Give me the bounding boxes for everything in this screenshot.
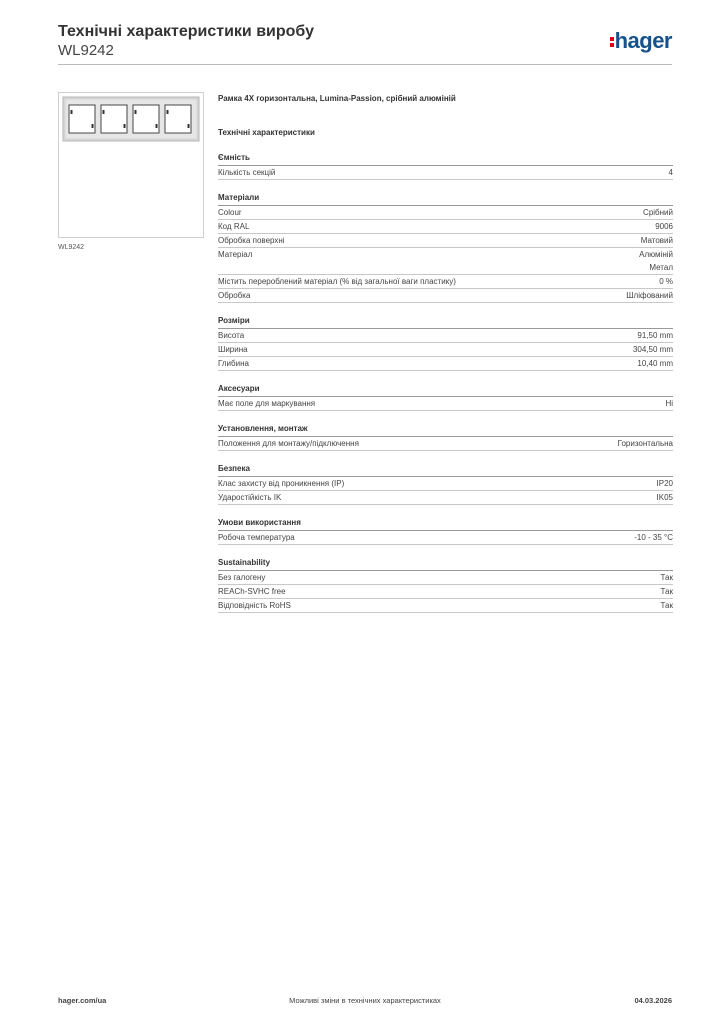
spec-value: -10 - 35 °C: [634, 533, 673, 542]
spec-row: [218, 343, 673, 357]
spec-value: 9006: [655, 222, 673, 231]
spec-label: Положення для монтажу/підключення: [218, 439, 359, 448]
spec-row: [218, 206, 673, 220]
footer-date: 04.03.2026: [634, 996, 672, 1005]
spec-value: Шліфований: [626, 291, 673, 300]
spec-label: Ширина: [218, 345, 248, 354]
hager-logo: [610, 28, 672, 54]
spec-row: [218, 248, 673, 275]
spec-row: [218, 397, 673, 411]
spec-label: Глибина: [218, 359, 249, 368]
product-image-caption: WL9242: [58, 244, 85, 251]
spec-row: [218, 275, 673, 289]
spec-section: [218, 517, 673, 545]
spec-value: 304,50 mm: [632, 345, 673, 354]
spec-section: [218, 152, 673, 180]
spec-row: [218, 234, 673, 248]
section-title: Розміри: [218, 315, 673, 329]
spec-section: [218, 315, 673, 371]
spec-value: Алюміній Метал: [639, 250, 673, 272]
spec-section: [218, 557, 673, 613]
product-name: Рамка 4X горизонтальна, Lumina-Passion, срібний алюміній: [218, 94, 456, 103]
header-divider: [58, 64, 672, 65]
spec-label: Без галогену: [218, 573, 266, 582]
spec-value: 4: [668, 168, 673, 177]
spec-value: 91,50 mm: [637, 331, 673, 340]
spec-section: [218, 423, 673, 451]
spec-label: Містить перероблений матеріал (% від загальної ваги пластику): [218, 277, 456, 286]
spec-section: [218, 463, 673, 505]
logo-text: hager: [614, 28, 672, 53]
section-title: Умови використання: [218, 517, 673, 531]
product-code: WL9242: [58, 42, 114, 59]
spec-value: Матовий: [640, 236, 673, 245]
spec-value: 10,40 mm: [637, 359, 673, 368]
spec-value: Так: [660, 587, 673, 596]
spec-label: Висота: [218, 331, 245, 340]
spec-row: [218, 491, 673, 505]
spec-row: [218, 585, 673, 599]
spec-label: Обробка поверхні: [218, 236, 285, 245]
spec-label: REACh-SVHC free: [218, 587, 286, 596]
section-title: Матеріали: [218, 192, 673, 206]
spec-value: 0 %: [659, 277, 673, 286]
document-header: [58, 22, 314, 60]
spec-row: [218, 571, 673, 585]
spec-row: [218, 357, 673, 371]
spec-label: Має поле для маркування: [218, 399, 316, 408]
spec-label: Ударостійкість IK: [218, 493, 282, 502]
spec-label: Клас захисту від проникнення (IP): [218, 479, 345, 488]
spec-row: [218, 289, 673, 303]
spec-label: Colour: [218, 208, 242, 217]
spec-label: Робоча температура: [218, 533, 295, 542]
spec-section: [218, 192, 673, 303]
spec-section: [218, 383, 673, 411]
logo-dots-icon: [610, 35, 614, 49]
spec-value: Ні: [665, 399, 673, 408]
spec-value: Так: [660, 601, 673, 610]
spec-label: Відповідність RoHS: [218, 601, 291, 610]
spec-value: IK05: [656, 493, 673, 502]
spec-row: [218, 477, 673, 491]
spec-value: Срібний: [643, 208, 673, 217]
spec-row: [218, 437, 673, 451]
footer-disclaimer: Можливі зміни в технічних характеристиках: [289, 996, 441, 1005]
spec-label: Код RAL: [218, 222, 250, 231]
spec-content: [218, 92, 673, 613]
spec-sections: [218, 152, 673, 613]
section-title: Безпека: [218, 463, 673, 477]
spec-label: Кількість секцій: [218, 168, 276, 177]
spec-row: [218, 166, 673, 180]
product-image: [58, 92, 204, 238]
spec-label: Обробка: [218, 291, 251, 300]
section-title: Установлення, монтаж: [218, 423, 673, 437]
spec-value: Горизонтальна: [617, 439, 673, 448]
spec-label: Матеріал: [218, 250, 253, 259]
spec-row: [218, 329, 673, 343]
section-title: Sustainability: [218, 557, 673, 571]
frame-4x-icon: [59, 93, 203, 237]
spec-heading: Технічні характеристики: [218, 128, 315, 137]
spec-value: Так: [660, 573, 673, 582]
section-title: Аксесуари: [218, 383, 673, 397]
document-title: Технічні характеристики виробу: [58, 23, 314, 40]
footer-website: hager.com/ua: [58, 996, 107, 1005]
section-title: Ємність: [218, 152, 673, 166]
spec-row: [218, 220, 673, 234]
spec-value: IP20: [656, 479, 673, 488]
spec-row: [218, 531, 673, 545]
spec-row: [218, 599, 673, 613]
